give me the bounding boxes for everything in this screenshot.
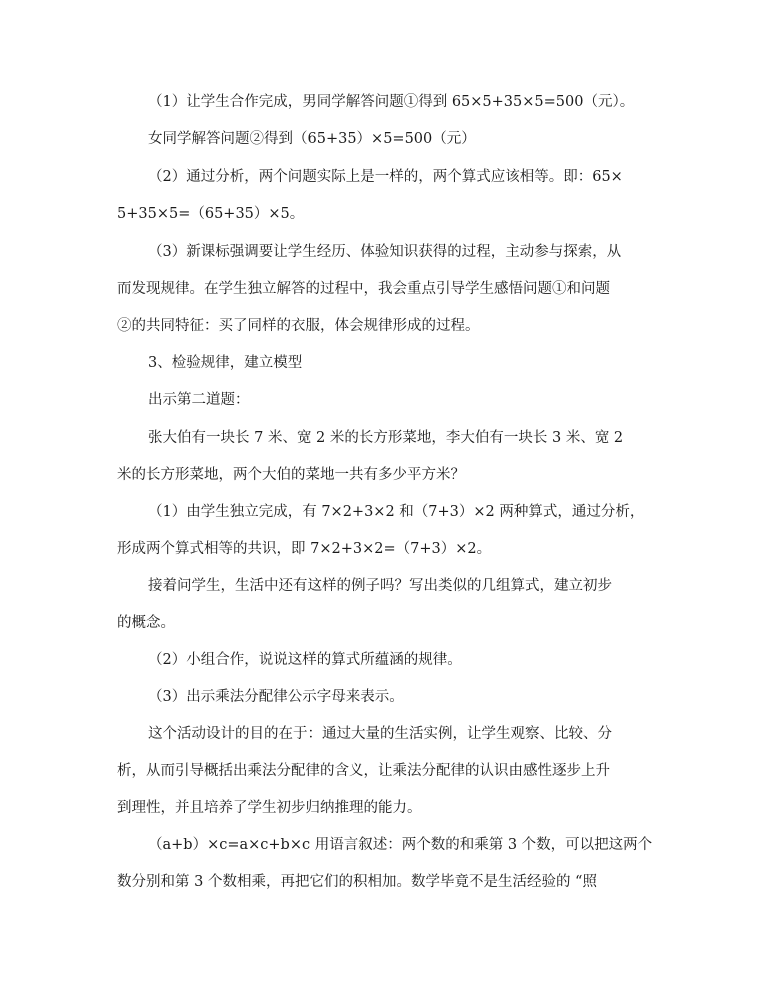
paragraph-line-21: （a+b）×c=a×c+b×c 用语言叙述：两个数的和乘第 3 个数，可以把这两个 <box>148 837 653 853</box>
paragraph-line-1: （1）让学生合作完成，男同学解答问题①得到 65×5+35×5=500（元）。 <box>148 94 635 110</box>
paragraph-line-18: 这个活动设计的目的在于：通过大量的生活实例，让学生观察、比较、分 <box>148 726 612 742</box>
paragraph-line-13: 形成两个算式相等的共识，即 7×2+3×2=（7+3）×2。 <box>117 541 492 557</box>
paragraph-line-15: 的概念。 <box>117 615 175 631</box>
paragraph-line-11: 米的长方形菜地，两个大伯的菜地一共有多少平方米？ <box>117 467 465 483</box>
paragraph-line-20: 到理性，并且培养了学生初步归纳推理的能力。 <box>117 800 422 816</box>
paragraph-line-14: 接着问学生，生活中还有这样的例子吗？写出类似的几组算式，建立初步 <box>148 578 612 594</box>
paragraph-line-5: （3）新课标强调要让学生经历、体验知识获得的过程，主动参与探索，从 <box>148 244 622 260</box>
paragraph-line-3: （2）通过分析，两个问题实际上是一样的，两个算式应该相等。即：65× <box>148 169 623 185</box>
paragraph-line-17: （3）出示乘法分配律公示字母来表示。 <box>148 689 404 705</box>
paragraph-line-2: 女同学解答问题②得到（65+35）×5=500（元） <box>148 131 476 147</box>
section-heading: 3、检验规律，建立模型 <box>148 355 303 371</box>
paragraph-line-10: 张大伯有一块长 7 米、宽 2 米的长方形菜地，李大伯有一块长 3 米、宽 2 <box>148 430 624 446</box>
paragraph-line-22: 数分别和第 3 个数相乘，再把它们的积相加。数学毕竟不是生活经验的 “照 <box>117 874 597 890</box>
paragraph-line-19: 析，从而引导概括出乘法分配律的含义，让乘法分配律的认识由感性逐步上升 <box>117 763 610 779</box>
paragraph-line-7: ②的共同特征：买了同样的衣服，体会规律形成的过程。 <box>117 318 480 334</box>
paragraph-line-6: 而发现规律。在学生独立解答的过程中，我会重点引导学生感悟问题①和问题 <box>117 281 610 297</box>
paragraph-line-9: 出示第二道题： <box>148 392 250 408</box>
paragraph-line-4: 5+35×5=（65+35）×5。 <box>117 206 305 222</box>
paragraph-line-16: （2）小组合作，说说这样的算式所蕴涵的规律。 <box>148 652 462 668</box>
paragraph-line-12: （1）由学生独立完成，有 7×2+3×2 和（7+3）×2 两种算式，通过分析， <box>148 504 645 520</box>
